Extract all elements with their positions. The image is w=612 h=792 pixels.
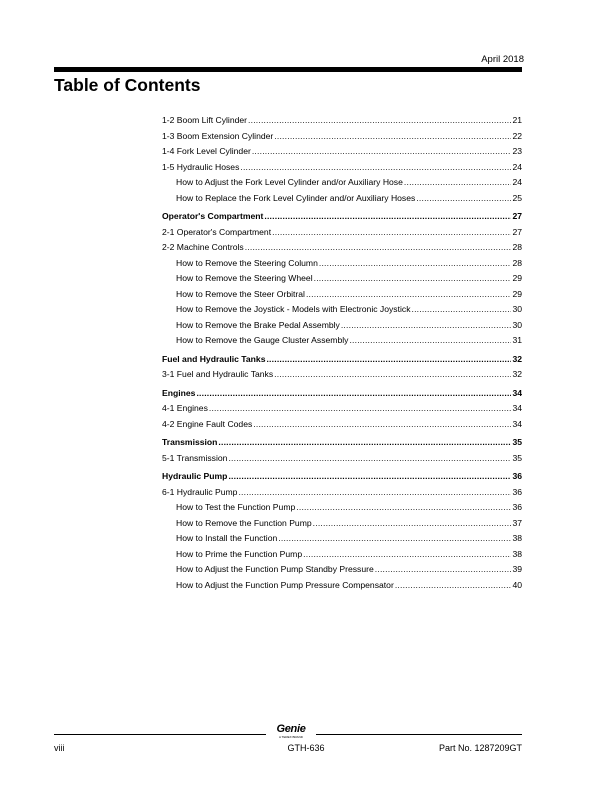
- toc-entry-page: 38: [512, 533, 522, 543]
- toc-entry-label: How to Remove the Steering Wheel: [176, 273, 313, 283]
- toc-entry-label: Hydraulic Pump: [162, 471, 228, 481]
- header-date: April 2018: [481, 54, 524, 65]
- toc-entry-label: How to Remove the Gauge Cluster Assembly: [176, 335, 349, 345]
- toc-entry[interactable]: [162, 419, 522, 435]
- toc-entry-page: 22: [512, 130, 522, 141]
- toc-entry-label: How to Remove the Brake Pedal Assembly: [176, 319, 340, 330]
- toc-entry-page: 35: [512, 452, 522, 463]
- toc-entry-label: 4-1 Engines: [162, 403, 208, 413]
- toc-entry[interactable]: [162, 580, 522, 596]
- toc-leader-dots: [274, 131, 511, 141]
- toc-leader-dots: [266, 354, 511, 364]
- logo-brand: Genie: [276, 723, 306, 735]
- toc-entry-page: 40: [512, 579, 522, 590]
- toc-entry-page: 31: [512, 335, 522, 345]
- toc-entry[interactable]: [162, 320, 522, 336]
- toc-entry[interactable]: [162, 193, 522, 209]
- toc-entry-page: 30: [512, 304, 522, 314]
- toc-section-heading[interactable]: [162, 211, 522, 227]
- toc-entry[interactable]: [162, 335, 522, 351]
- toc-entry-page: 27: [512, 226, 522, 237]
- footer-rule-left: [54, 734, 266, 735]
- toc-entry-label: How to Remove the Steer Orbitral: [176, 288, 305, 299]
- toc-entry-label: How to Adjust the Fork Level Cylinder and/or Auxiliary Hose: [176, 177, 403, 187]
- toc-leader-dots: [296, 502, 511, 512]
- toc-entry[interactable]: [162, 289, 522, 305]
- page-title: Table of Contents: [54, 75, 201, 95]
- toc-entry-label: 1-3 Boom Extension Cylinder: [162, 130, 274, 141]
- logo-tagline: A TEREX BRAND: [279, 735, 303, 739]
- toc-entry-page: 28: [512, 257, 522, 268]
- toc-leader-dots: [253, 419, 511, 429]
- toc-entry-label: Transmission: [162, 437, 218, 447]
- toc-entry-page: 36: [512, 502, 522, 512]
- toc-entry-label: How to Replace the Fork Level Cylinder and/or Auxiliary Hoses: [176, 192, 416, 203]
- toc-entry-page: 25: [512, 192, 522, 203]
- toc-entry[interactable]: [162, 549, 522, 565]
- toc-entry-label: How to Install the Function: [176, 533, 278, 543]
- toc-leader-dots: [240, 162, 511, 172]
- footer-part-number: Part No. 1287209GT: [438, 743, 522, 753]
- toc-leader-dots: [314, 273, 512, 283]
- toc-entry-page: 30: [512, 319, 522, 330]
- toc-entry-page: 24: [512, 161, 522, 172]
- toc-leader-dots: [341, 320, 512, 330]
- toc-entry[interactable]: [162, 403, 522, 419]
- toc-entry-label: Operator's Compartment: [162, 211, 264, 221]
- toc-entry[interactable]: [162, 487, 522, 503]
- genie-logo: [266, 723, 316, 739]
- toc-leader-dots: [416, 193, 511, 203]
- toc-entry[interactable]: [162, 146, 522, 162]
- toc-section-heading[interactable]: [162, 437, 522, 453]
- toc-entry-page: 35: [512, 437, 522, 447]
- toc-entry[interactable]: [162, 453, 522, 469]
- toc-section-heading[interactable]: [162, 354, 522, 370]
- toc-entry-page: 34: [512, 418, 522, 429]
- header-rule: [54, 67, 522, 72]
- toc-leader-dots: [412, 304, 512, 314]
- toc-entry[interactable]: [162, 131, 522, 147]
- footer-rule-right: [316, 734, 522, 735]
- toc-entry-label: Fuel and Hydraulic Tanks: [162, 353, 266, 364]
- toc-entry[interactable]: [162, 304, 522, 320]
- toc-entry-page: 27: [512, 211, 522, 221]
- toc-entry-label: How to Test the Function Pump: [176, 502, 296, 512]
- toc-entry-page: 32: [512, 369, 522, 379]
- toc-entry-page: 34: [512, 403, 522, 413]
- toc-leader-dots: [395, 580, 512, 590]
- toc-leader-dots: [196, 388, 511, 398]
- toc-entry[interactable]: [162, 369, 522, 385]
- toc-entry-label: 5-1 Transmission: [162, 452, 228, 463]
- toc-leader-dots: [248, 115, 511, 125]
- toc-entry-label: Engines: [162, 387, 196, 398]
- toc-entry-label: How to Adjust the Function Pump Pressure Compensator: [176, 579, 394, 590]
- toc-entry-page: 32: [512, 353, 522, 364]
- toc-entry-label: How to Remove the Function Pump: [176, 517, 312, 528]
- toc-entry[interactable]: [162, 258, 522, 274]
- toc-entry-page: 38: [512, 548, 522, 559]
- toc-entry-label: 4-2 Engine Fault Codes: [162, 418, 253, 429]
- toc-entry-page: 39: [512, 564, 522, 574]
- toc-entry-page: 24: [512, 177, 522, 187]
- toc-entry-label: How to Remove the Joystick - Models with Electronic Joystick: [176, 304, 411, 314]
- footer-page-number: viii: [54, 743, 65, 753]
- toc-entry-label: 1-4 Fork Level Cylinder: [162, 146, 251, 156]
- toc-entry[interactable]: [162, 177, 522, 193]
- toc-leader-dots: [313, 518, 512, 528]
- toc-leader-dots: [278, 533, 511, 543]
- toc-leader-dots: [209, 403, 512, 413]
- toc-leader-dots: [404, 177, 512, 187]
- toc-entry-label: 2-1 Operator's Compartment: [162, 226, 272, 237]
- toc-entry-label: How to Prime the Function Pump: [176, 548, 303, 559]
- toc-entry[interactable]: [162, 533, 522, 549]
- toc-entry-label: How to Remove the Steering Column: [176, 257, 318, 268]
- toc-leader-dots: [306, 289, 511, 299]
- toc-leader-dots: [349, 335, 511, 345]
- toc-leader-dots: [218, 437, 511, 447]
- footer-model: GTH-636: [287, 743, 325, 753]
- toc-entry[interactable]: [162, 242, 522, 258]
- toc-leader-dots: [375, 564, 512, 574]
- toc-entry[interactable]: [162, 115, 522, 131]
- table-of-contents: [162, 115, 522, 595]
- toc-section-heading[interactable]: [162, 471, 522, 487]
- toc-entry-page: 29: [512, 288, 522, 299]
- toc-leader-dots: [228, 453, 511, 463]
- toc-section-heading[interactable]: [162, 388, 522, 404]
- toc-entry-page: 23: [512, 146, 522, 156]
- toc-leader-dots: [238, 487, 511, 497]
- toc-entry[interactable]: [162, 227, 522, 243]
- toc-leader-dots: [303, 549, 511, 559]
- toc-leader-dots: [272, 227, 511, 237]
- toc-leader-dots: [319, 258, 512, 268]
- toc-leader-dots: [274, 369, 511, 379]
- toc-entry[interactable]: [162, 564, 522, 580]
- toc-entry[interactable]: [162, 502, 522, 518]
- toc-entry-label: 3-1 Fuel and Hydraulic Tanks: [162, 369, 274, 379]
- toc-entry-page: 21: [512, 115, 522, 125]
- toc-leader-dots: [228, 471, 511, 481]
- toc-entry-page: 36: [512, 486, 522, 497]
- toc-entry[interactable]: [162, 518, 522, 534]
- toc-entry[interactable]: [162, 162, 522, 178]
- toc-entry-page: 37: [512, 517, 522, 528]
- toc-entry-page: 34: [512, 387, 522, 398]
- toc-entry-label: 2-2 Machine Controls: [162, 242, 244, 252]
- toc-leader-dots: [264, 211, 511, 221]
- toc-entry-page: 29: [512, 273, 522, 283]
- toc-entry-label: How to Adjust the Function Pump Standby Pressure: [176, 564, 374, 574]
- toc-leader-dots: [252, 146, 512, 156]
- toc-entry-page: 36: [512, 471, 522, 481]
- toc-leader-dots: [245, 242, 512, 252]
- toc-entry[interactable]: [162, 273, 522, 289]
- toc-entry-page: 28: [512, 242, 522, 252]
- toc-entry-label: 6-1 Hydraulic Pump: [162, 486, 238, 497]
- toc-entry-label: 1-5 Hydraulic Hoses: [162, 161, 240, 172]
- toc-entry-label: 1-2 Boom Lift Cylinder: [162, 115, 248, 125]
